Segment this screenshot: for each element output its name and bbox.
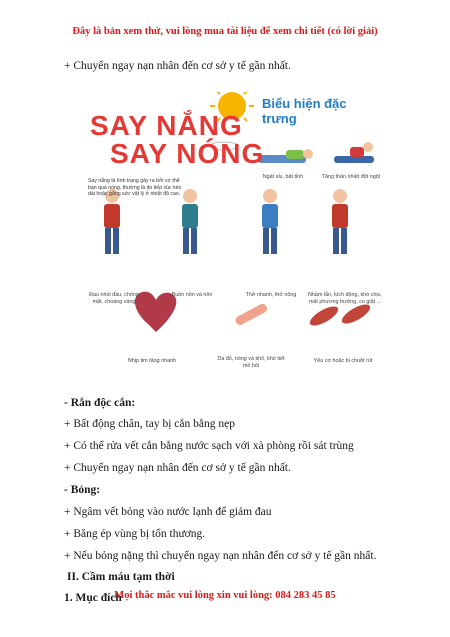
confused-person-icon: [332, 189, 348, 254]
body-line: + Ngâm vết bỏng vào nước lạnh để giảm đau: [64, 506, 272, 518]
headache-person-icon: [104, 189, 120, 254]
symptom-caption: Đau nhói đầu, chóng mặt, choáng váng: [89, 292, 139, 305]
symptom-caption: Ngất xỉu, bất tỉnh: [262, 174, 304, 180]
contact-footer: Mọi thắc mắc vui lòng xin vui lòng: 084 283 45 85: [114, 590, 336, 601]
intro-line: + Chuyển ngay nạn nhân đến cơ sở y tế gần nhất.: [64, 60, 291, 72]
heatstroke-infographic: [86, 92, 382, 378]
infographic-subtitle: Biểu hiện đặc trưng: [262, 96, 347, 126]
section-heading: II. Cầm máu tạm thời: [67, 571, 175, 583]
body-line: + Bất động chân, tay bị cắn bằng nẹp: [64, 418, 235, 430]
symptom-caption: Da đỏ, nóng và khô, khó tiết mồ hôi: [217, 356, 285, 369]
infographic-title-line2: SAY NÓNG: [110, 138, 265, 169]
body-line: - Bỏng:: [64, 484, 101, 496]
body-line: - Rắn độc cắn:: [64, 397, 136, 409]
infographic-title-line1: SAY NẮNG: [90, 110, 243, 141]
symptom-caption: Thở nhanh, thở nông: [245, 292, 297, 298]
body-line: + Có thể rửa vết cắn bằng nước sạch với xà phòng rồi sát trùng: [64, 440, 354, 452]
nausea-person-icon: [182, 189, 198, 254]
fainted-person-icon: [258, 149, 313, 163]
body-line: + Chuyển ngay nạn nhân đến cơ sở y tế gần nhất.: [64, 462, 291, 474]
symptom-caption: Nhịp tim tăng nhanh: [127, 358, 177, 364]
subsection-heading: 1. Mục đích: [64, 592, 122, 604]
symptom-caption: Yếu cơ hoặc bị chuột rút: [313, 358, 373, 364]
body-line: + Băng ép vùng bị tổn thương.: [64, 528, 206, 540]
breathing-person-icon: [262, 189, 278, 254]
symptom-caption: Nhầm lẫn, kích động, khó chịu, mất phương hướng, co giật ...: [308, 292, 383, 305]
preview-banner: Đây là bản xem thử, vui lòng mua tài liệu để xem chi tiết (có lời giải): [72, 26, 378, 37]
infographic-description: Say nắng là tình trạng gây ra bởi cơ thể bạn quá nóng, thường là do tiếp xúc kéo dài hoặc gắng sức vật lý ở nhiệt độ cao.: [88, 178, 182, 198]
fever-person-icon: [334, 142, 374, 163]
symptom-caption: Tăng thân nhiệt đột ngột: [321, 174, 381, 180]
arm-skin-icon: [234, 302, 268, 326]
body-line: + Nếu bỏng nặng thì chuyển ngay nạn nhân đến cơ sở y tế gần nhất.: [64, 550, 377, 562]
symptom-caption: Buồn nôn và nôn: [171, 292, 213, 298]
